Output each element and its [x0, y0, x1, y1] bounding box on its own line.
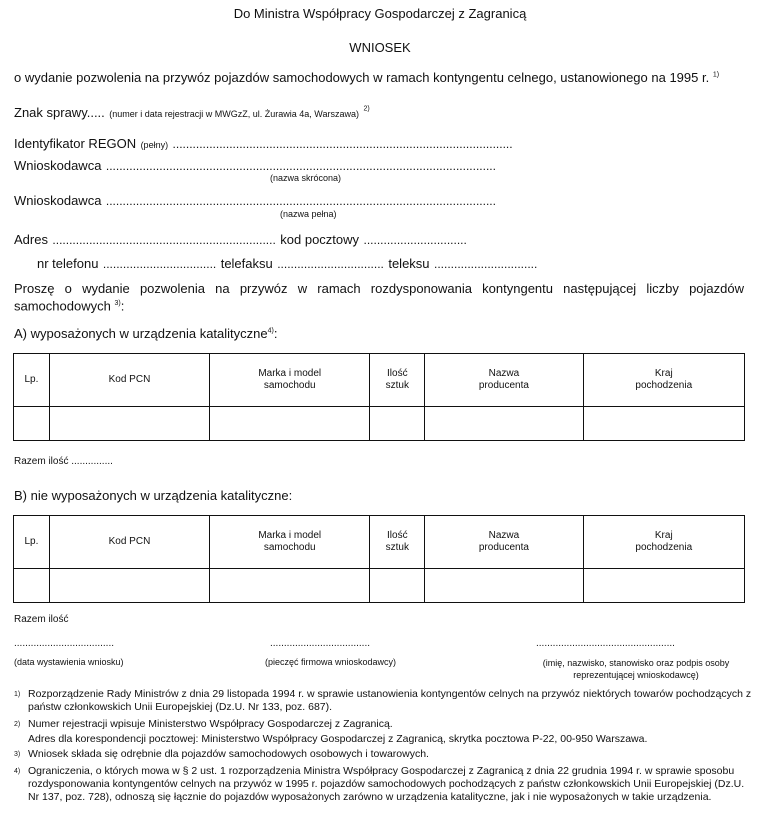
- col-kod-pcn: Kod PCN: [49, 516, 209, 569]
- date-field[interactable]: ....................................: [14, 638, 115, 649]
- cell-kod[interactable]: [49, 569, 209, 603]
- table-b: [13, 515, 745, 603]
- cell-lp[interactable]: [14, 407, 50, 441]
- stamp-field[interactable]: ....................................: [270, 638, 371, 649]
- col-ilosc: Ilość sztuk: [370, 354, 425, 407]
- fax-field[interactable]: ................................: [277, 257, 384, 271]
- table-a: [13, 353, 745, 441]
- telex-field[interactable]: ...............................: [434, 257, 538, 271]
- applicant-full-note: (nazwa pełna): [280, 209, 337, 219]
- footnote-3: 3) Wniosek składa się odrębnie dla pojazdów samochodowych osobowych i towarowych.: [14, 748, 429, 760]
- footnote-2-address: Adres dla korespondencji pocztowej: Ministerstwo Współpracy Gospodarczej z Zagranicą, skrytka pocztowa P-22, 00-950 Warszawa.: [28, 733, 648, 745]
- case-number-row: Znak sprawy..... (numer i data rejestracji w MWGzZ, ul. Żurawia 4a, Warszawa) $^{2)}$: [14, 105, 370, 120]
- applicant-short-field[interactable]: .....................................................................................................................: [105, 159, 496, 173]
- regon-field[interactable]: ......................................................................................................: [172, 137, 513, 151]
- cell-producent[interactable]: [425, 407, 583, 441]
- cell-marka[interactable]: [210, 569, 370, 603]
- footnote-1: 1) Rozporządzenie Rady Ministrów z dnia 29 listopada 1994 r. w sprawie ustanowienia kontyngentów celnych na przywóz niektórych towarów pochodzących z państw członkowskich Unii Europejskiej (Dz.U. Nr 133, poz. 687).: [14, 688, 752, 713]
- col-marka: Marka i model samochodu: [210, 516, 370, 569]
- col-producent: Nazwa producenta: [425, 516, 583, 569]
- col-lp: Lp.: [14, 516, 50, 569]
- cell-kraj[interactable]: [583, 569, 744, 603]
- col-lp: Lp.: [14, 354, 50, 407]
- table-b-header-row: [14, 516, 745, 569]
- signature-field[interactable]: ..................................................: [536, 638, 675, 649]
- col-marka: Marka i model samochodu: [210, 354, 370, 407]
- cell-kod[interactable]: [49, 407, 209, 441]
- address-row: Adres ................................................................... kod pocztowy ...............................: [14, 232, 467, 247]
- table-a-header-row: [14, 354, 745, 407]
- applicant-short-note: (nazwa skrócona): [270, 173, 342, 183]
- date-label: (data wystawienia wniosku): [14, 657, 124, 667]
- signature-label: (imię, nazwisko, stanowisko oraz podpis osoby reprezentującej wnioskodawcę): [542, 658, 730, 680]
- col-producent: Nazwa producenta: [425, 354, 583, 407]
- cell-kraj[interactable]: [583, 407, 744, 441]
- cell-ilosc[interactable]: [370, 407, 425, 441]
- col-kraj: Kraj pochodzenia: [583, 354, 744, 407]
- addressee: Do Ministra Współpracy Gospodarczej z Zagranicą: [233, 6, 527, 21]
- section-a-heading: A) wyposażonych w urządzenia katalityczne$^{4)}$:: [14, 326, 278, 341]
- cell-lp[interactable]: [14, 569, 50, 603]
- table-row: [14, 569, 745, 603]
- applicant-short-row: Wnioskodawca .....................................................................................................................: [14, 158, 496, 173]
- cell-ilosc[interactable]: [370, 569, 425, 603]
- col-kod-pcn: Kod PCN: [49, 354, 209, 407]
- table-row: [14, 407, 745, 441]
- contact-row: nr telefonu .................................. telefaksu ................................ teleksu ...............................: [37, 256, 538, 271]
- applicant-full-field[interactable]: .....................................................................................................................: [105, 194, 496, 208]
- stamp-label: (pieczęć firmowa wnioskodawcy): [265, 657, 397, 667]
- footnote-2: 2) Numer rejestracji wpisuje Ministerstwo Współpracy Gospodarczej z Zagranicą.: [14, 718, 393, 730]
- section-b-heading: B) nie wyposażonych w urządzenia katalityczne:: [14, 488, 293, 503]
- phone-field[interactable]: ..................................: [102, 257, 217, 271]
- section-b-total: Razem ilość: [14, 614, 69, 625]
- request-paragraph: Proszę o wydanie pozwolenia na przywóz w ramach rozdysponowania kontyngentu następującej liczby pojazdów samochodowych $^{3)}$:: [14, 281, 744, 314]
- footnote-4: 4) Ograniczenia, o których mowa w § 2 ust. 1 rozporządzenia Ministra Współpracy Gospodarczej z Zagranicą z dnia 22 grudnia 1994 r. w sprawie sposobu rozdysponowania kontyngentów celnych na przywóz w 1995 r. pojazdów samochodowych pochodzących z państw członkowskich Unii Europejskiej (Dz.U. Nr 137, poz. 728), odnoszą się łącznie do pojazdów wyposażonych zarówno w urządzenia katalityczne, jak i nie wyposażonych w takie urządzenia.: [14, 765, 745, 803]
- cell-producent[interactable]: [425, 569, 583, 603]
- cell-marka[interactable]: [210, 407, 370, 441]
- document-title: WNIOSEK: [349, 40, 411, 55]
- address-field[interactable]: ...................................................................: [52, 233, 276, 247]
- col-kraj: Kraj pochodzenia: [583, 516, 744, 569]
- section-a-total: Razem ilość ...............: [14, 456, 113, 467]
- postal-code-field[interactable]: ...............................: [363, 233, 467, 247]
- regon-row: Identyfikator REGON (pełny) ......................................................................................................: [14, 136, 513, 151]
- document-subtitle: o wydanie pozwolenia na przywóz pojazdów samochodowych w ramach kontyngentu celnego, ustanowionego na 1995 r. $^{1)}$: [14, 70, 720, 85]
- applicant-full-row: Wnioskodawca .....................................................................................................................: [14, 193, 496, 208]
- col-ilosc: Ilość sztuk: [370, 516, 425, 569]
